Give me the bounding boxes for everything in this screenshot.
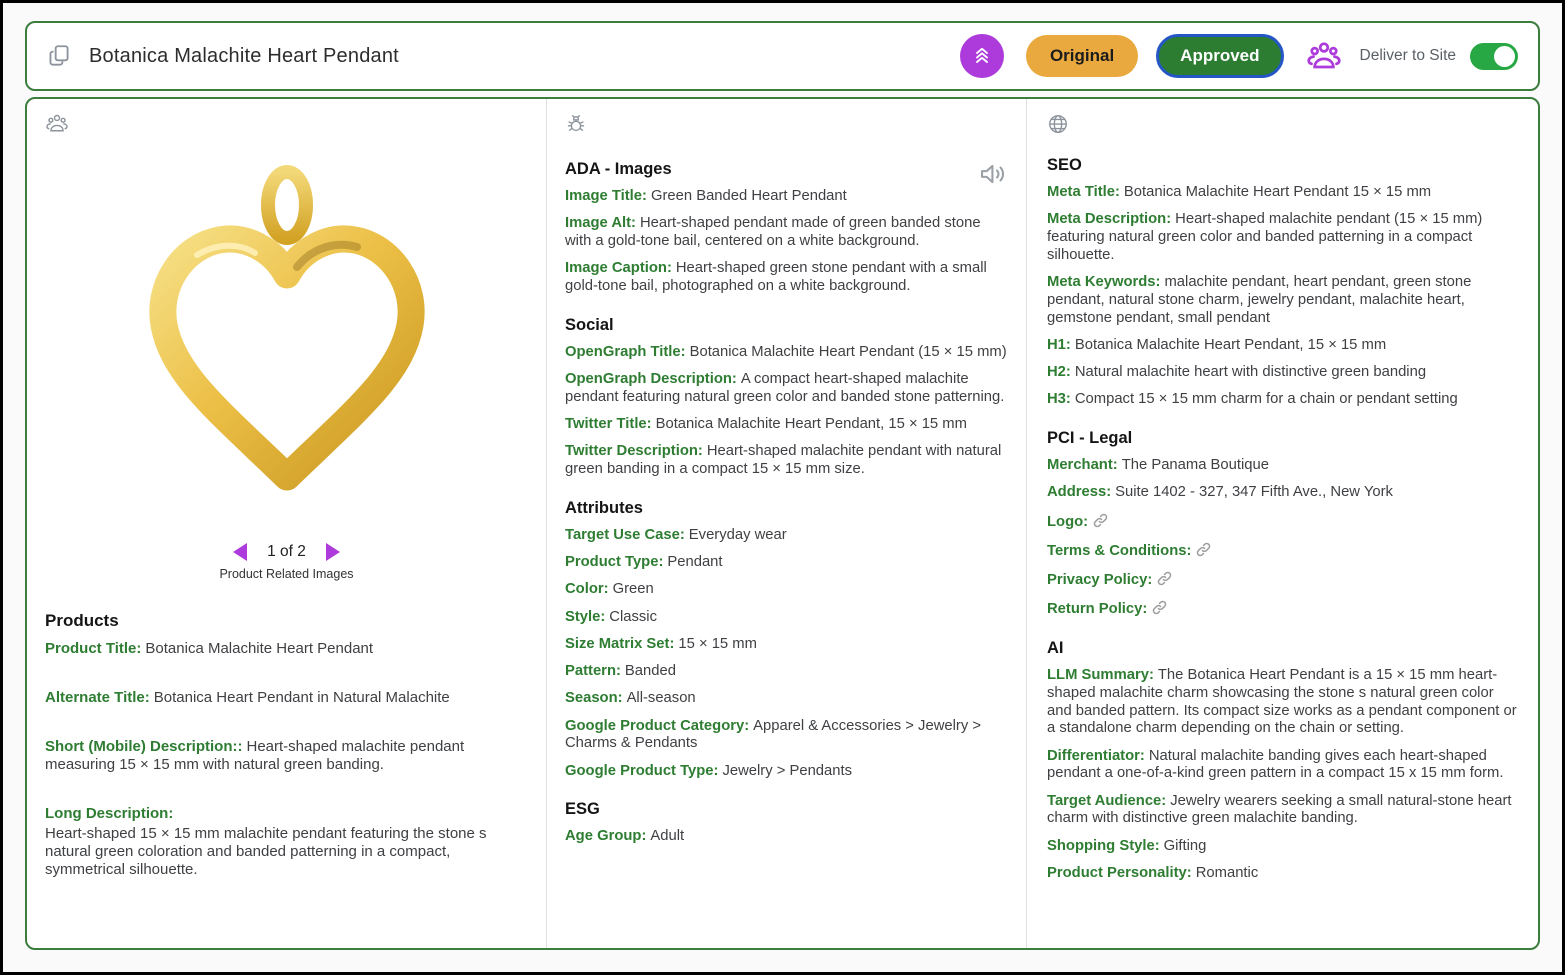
field-row: [1047, 274, 1520, 327]
field-value: Romantic: [1195, 864, 1259, 881]
field-label: Meta Description:: [1047, 211, 1172, 228]
field-row: [45, 640, 528, 658]
field-label: H1:: [1047, 336, 1071, 353]
field-row: [1047, 364, 1520, 382]
deliver-to-site-label: Deliver to Site: [1359, 47, 1456, 64]
field-label: Product Title:: [45, 640, 142, 657]
seo-fields: [1047, 184, 1520, 409]
field-value: Green: [612, 581, 654, 598]
field-row: [565, 663, 1008, 681]
esg-fields: [565, 828, 1008, 846]
field-value: Heart-shaped malachite pendant measuring 15 × 15 mm with natural green banding.: [45, 738, 465, 773]
field-row: [1047, 337, 1520, 355]
pci-legal-section-title: PCI - Legal: [1047, 429, 1133, 447]
field-label: Twitter Description:: [565, 443, 703, 460]
field-label: Style:: [565, 608, 606, 625]
header: [25, 21, 1540, 91]
bug-icon: [565, 113, 587, 135]
field-label: Google Product Category:: [565, 717, 750, 734]
link-icon[interactable]: [1156, 570, 1173, 587]
field-value: Compact 15 × 15 mm charm for a chain or pendant setting: [1074, 391, 1458, 408]
field-row: [565, 344, 1008, 362]
group-icon: [45, 113, 69, 134]
field-value: Classic: [609, 608, 657, 625]
field-label: OpenGraph Description:: [565, 371, 737, 387]
field-value: Natural malachite banding gives each heart-shaped pendant a one-of-a-kind green pattern in a compact 15 x 15 mm form.: [1047, 747, 1504, 782]
field-row: [565, 371, 1008, 407]
field-row: [565, 527, 1008, 545]
field-label: Differentiator:: [1047, 747, 1145, 764]
field-label: Google Product Type:: [565, 762, 719, 779]
triple-chevron-up-icon: [970, 44, 994, 68]
field-row: [565, 763, 1008, 781]
field-value: Botanica Malachite Heart Pendant, 15 × 15 mm: [655, 416, 967, 432]
field-value: Jewelry wearers seeking a small natural-stone heart charm with distinctive green malachite banding.: [1047, 792, 1512, 827]
field-label: Pattern:: [565, 663, 621, 679]
field-value: Heart-shaped pendant made of green banded stone with a gold-tone bail, centered on a white background.: [565, 215, 981, 249]
field-label: Twitter Title:: [565, 416, 652, 432]
field-label: Product Personality:: [1047, 864, 1192, 881]
field-label: Terms & Conditions:: [1047, 542, 1192, 559]
field-value: Heart-shaped malachite pendant with natural green banding in a compact 15 × 15 mm size.: [565, 443, 1002, 477]
field-row: [1047, 211, 1520, 264]
next-image-button[interactable]: [326, 543, 340, 561]
field-row: [565, 416, 1008, 434]
field-label: Address:: [1047, 484, 1112, 501]
field-label: Season:: [565, 690, 623, 707]
copy-icon[interactable]: [47, 43, 73, 69]
field-row: [1047, 865, 1520, 883]
globe-icon: [1047, 113, 1069, 135]
field-label: H3:: [1047, 391, 1071, 408]
field-value: All-season: [626, 690, 696, 707]
field-row: [565, 188, 1008, 206]
field-value: Pendant: [667, 554, 723, 570]
field-row: [1047, 838, 1520, 856]
field-label: Size Matrix Set:: [565, 635, 675, 652]
field-row: [1047, 184, 1520, 202]
field-row: [1047, 793, 1520, 829]
field-label: Alternate Title:: [45, 689, 150, 706]
image-counter: 1 of 2: [267, 543, 306, 560]
field-label: Meta Title:: [1047, 184, 1120, 200]
main-panel: [25, 97, 1540, 950]
field-value: The Panama Boutique: [1121, 457, 1269, 473]
field-row: [1047, 391, 1520, 409]
field-label: Long Description:: [45, 805, 174, 822]
field-row: [1047, 748, 1520, 784]
field-value: Gifting: [1163, 837, 1207, 854]
field-label: Target Use Case:: [565, 526, 685, 543]
esg-section-title: ESG: [565, 800, 600, 819]
attributes-fields: [565, 527, 1008, 781]
prev-image-button[interactable]: [233, 543, 247, 561]
field-label: Age Group:: [565, 828, 647, 845]
field-label: Return Policy:: [1047, 601, 1148, 618]
link-icon[interactable]: [1151, 599, 1168, 616]
approved-button[interactable]: Approved: [1156, 34, 1283, 78]
field-row: [1047, 570, 1520, 590]
field-value: Botanica Heart Pendant in Natural Malachite: [153, 689, 450, 706]
field-value: Green Banded Heart Pendant: [650, 188, 847, 204]
field-value: Suite 1402 - 327, 347 Fifth Ave., New York: [1115, 484, 1393, 501]
field-label: Meta Keywords:: [1047, 274, 1161, 290]
field-row: [565, 260, 1008, 296]
field-row: [565, 581, 1008, 599]
ada-section-head: [565, 146, 1008, 188]
field-label: Product Type:: [565, 554, 664, 570]
related-images-caption: Product Related Images: [219, 567, 354, 581]
field-label: Image Title:: [565, 188, 647, 204]
field-value: Botanica Malachite Heart Pendant (15 × 15 mm): [689, 343, 1007, 360]
original-button[interactable]: Original: [1026, 35, 1138, 77]
field-value: Banded: [624, 663, 676, 679]
field-value: Botanica Malachite Heart Pendant 15 × 15 mm: [1123, 184, 1432, 200]
field-value: A compact heart-shaped malachite pendant featuring natural green color and banded stone patterning.: [565, 371, 1005, 405]
field-label: Shopping Style:: [1047, 837, 1160, 854]
field-label: Merchant:: [1047, 457, 1118, 473]
seo-column: [1026, 99, 1538, 948]
field-row: [565, 609, 1008, 627]
field-row: [565, 636, 1008, 654]
field-value: Heart-shaped 15 × 15 mm malachite pendant featuring the stone s natural green coloration and banded patterning in a compact, symmetrical silhouette.: [45, 825, 487, 878]
ada-fields: [565, 188, 1008, 296]
ai-section-title: AI: [1047, 639, 1064, 657]
field-label: Short (Mobile) Description::: [45, 738, 243, 755]
field-value: Botanica Malachite Heart Pendant: [145, 640, 374, 657]
field-label: H2:: [1047, 364, 1071, 380]
content-column: [546, 99, 1026, 948]
field-label: Privacy Policy:: [1047, 572, 1153, 588]
field-value: Adult: [650, 828, 685, 845]
social-fields: [565, 344, 1008, 479]
field-row: [1047, 599, 1520, 619]
header-actions: [960, 34, 1518, 78]
field-value: Everyday wear: [688, 526, 787, 543]
field-row: [1047, 457, 1520, 475]
field-value: 15 × 15 mm: [678, 635, 757, 652]
link-icon[interactable]: [1092, 512, 1109, 529]
field-value: Jewelry > Pendants: [722, 762, 852, 779]
products-fields: [45, 640, 528, 879]
field-row: [45, 689, 528, 707]
field-row: [565, 443, 1008, 479]
field-label: LLM Summary:: [1047, 667, 1154, 683]
toggle-knob: [1494, 46, 1515, 67]
field-row: [1047, 667, 1520, 738]
ai-fields: [1047, 667, 1520, 883]
field-row: [565, 690, 1008, 708]
seo-section-title: SEO: [1047, 156, 1082, 174]
link-icon[interactable]: [1195, 541, 1212, 558]
people-group-icon[interactable]: [1306, 40, 1342, 72]
field-value: Natural malachite heart with distinctive green banding: [1074, 364, 1427, 380]
field-row: [565, 828, 1008, 846]
field-label: OpenGraph Title:: [565, 343, 686, 360]
field-value: Heart-shaped malachite pendant (15 × 15 mm) featuring natural green color and banded patterning in a compact silhouette.: [1047, 211, 1483, 263]
field-row: [565, 718, 1008, 754]
field-value: Botanica Malachite Heart Pendant, 15 × 15 mm: [1074, 336, 1387, 353]
field-label: Color:: [565, 581, 609, 598]
pci-legal-fields: [1047, 457, 1520, 619]
field-row: [1047, 484, 1520, 502]
field-value: Apparel & Accessories > Jewelry > Charms & Pendants: [565, 717, 981, 752]
image-pagination: [45, 543, 528, 561]
products-column: [27, 99, 546, 948]
field-row: [565, 554, 1008, 572]
field-value: The Botanica Heart Pendant is a 15 × 15 mm heart-shaped malachite charm showcasing the stone s natural green color and banded pattern. Its compact size works as a pendant component or a standalone charm depending on the chain or setting.: [1047, 667, 1517, 737]
product-image: [45, 147, 528, 529]
products-section-title: Products: [45, 611, 119, 630]
ada-section-title: ADA - Images: [565, 160, 672, 178]
field-row: [1047, 541, 1520, 561]
page-title: Botanica Malachite Heart Pendant: [89, 44, 399, 67]
field-value: Heart-shaped green stone pendant with a small gold-tone bail, photographed on a white background.: [565, 260, 987, 294]
field-value: malachite pendant, heart pendant, green stone pendant, natural stone charm, jewelry pendant, malachite heart, gemstone pendant, small pendant: [1047, 274, 1472, 326]
field-row: [1047, 512, 1520, 532]
promote-button[interactable]: [960, 34, 1004, 78]
deliver-toggle[interactable]: [1470, 43, 1518, 70]
field-label: Image Alt:: [565, 215, 636, 232]
attributes-section-title: Attributes: [565, 498, 643, 517]
speaker-icon[interactable]: [978, 161, 1008, 187]
field-label: Image Caption:: [565, 260, 672, 277]
field-label: Target Audience:: [1047, 792, 1167, 809]
social-section-title: Social: [565, 315, 614, 334]
field-label: Logo:: [1047, 513, 1089, 530]
field-row: [45, 805, 528, 879]
field-row: [45, 738, 528, 774]
field-row: [565, 215, 1008, 251]
